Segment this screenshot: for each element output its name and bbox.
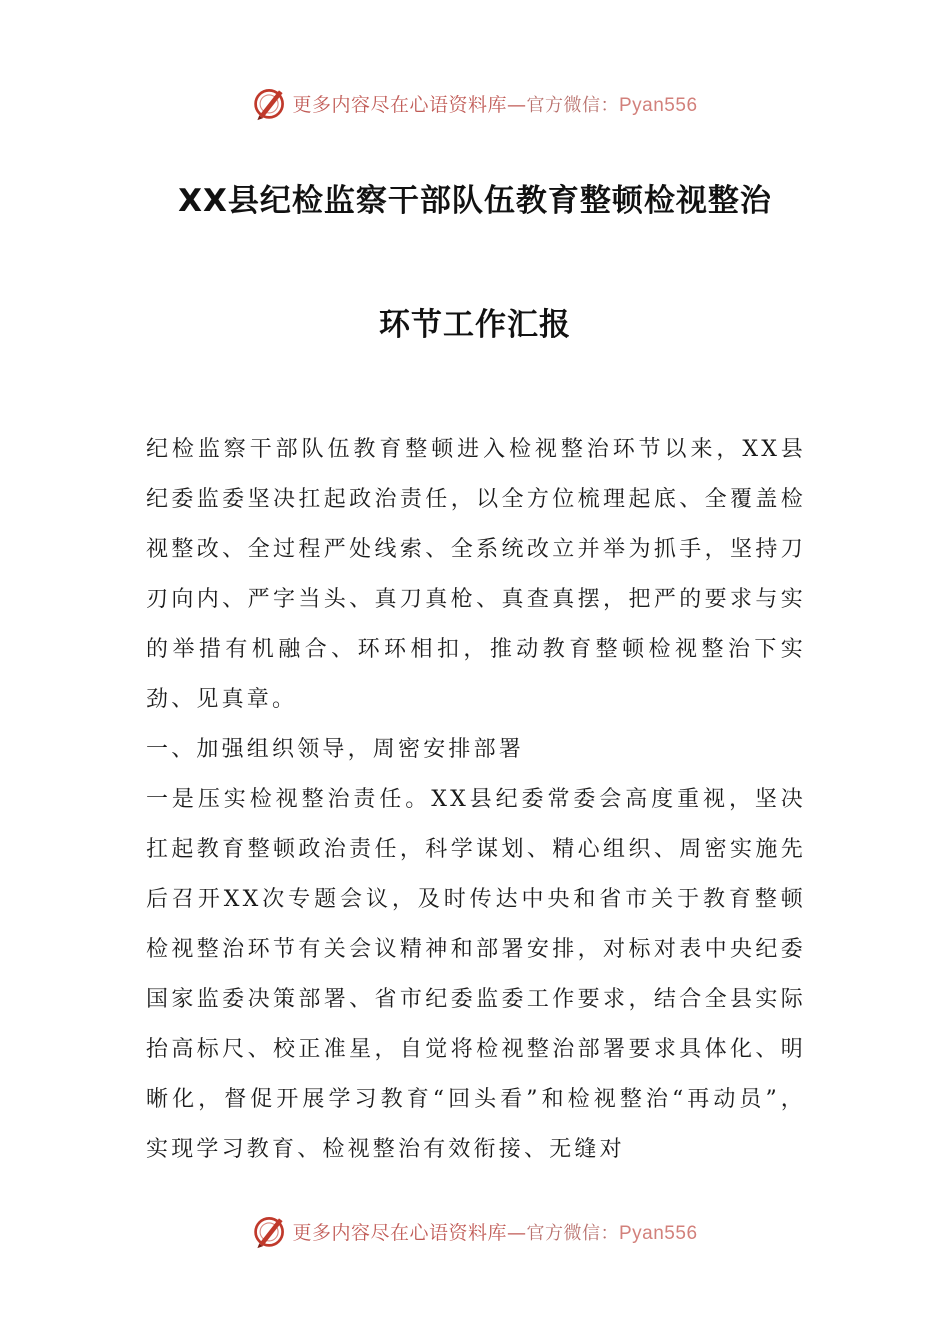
paragraph-intro: 纪检监察干部队伍教育整顿进入检视整治环节以来，XX县纪委监委坚决扛起政治责任，以全方位梳理起底、全覆盖检视整改、全过程严处线索、全系统改立并举为抓手，坚持刀刃向内、严字当头、真刀真枪、真查真摆，把严的要求与实的举措有机融合、环环相扣，推动教育整顿检视整治下实劲、见真章。 bbox=[146, 437, 806, 712]
banner-text bbox=[292, 90, 697, 117]
banner-wechat-id: Pyan556 bbox=[619, 1222, 698, 1244]
pen-circle-logo-icon bbox=[252, 85, 288, 121]
pen-circle-logo-icon bbox=[252, 1213, 288, 1249]
paragraph-section-1-item-1: 一是压实检视整治责任。XX县纪委常委会高度重视，坚决扛起教育整顿政治责任，科学谋划、精心组织、周密实施先后召开XX次专题会议，及时传达中央和省市关于教育整顿检视整治环节有关会议精神和部署安排，对标对表中央纪委国家监委决策部署、省市纪委监委工作要求，结合全县实际抬高标尺、校正准星，自觉将检视整治部署要求具体化、明晰化，督促开展学习教育“回头看”和检视整治“再动员”，实现学习教育、检视整治有效衔接、无缝对 bbox=[146, 787, 806, 1162]
banner-text bbox=[292, 1218, 697, 1245]
banner-dash: — bbox=[507, 93, 527, 116]
banner-main-text: 更多内容尽在心语资料库 bbox=[292, 1221, 507, 1244]
banner-main-text: 更多内容尽在心语资料库 bbox=[292, 93, 507, 116]
footer-banner bbox=[0, 1211, 950, 1251]
banner-wechat-label: 官方微信： bbox=[526, 94, 619, 116]
banner-wechat-id: Pyan556 bbox=[619, 94, 698, 116]
document-title-line-2: 环节工作汇报 bbox=[379, 307, 571, 343]
banner-wechat-label: 官方微信： bbox=[526, 1222, 619, 1244]
document-body bbox=[146, 425, 806, 1175]
banner-dash: — bbox=[507, 1221, 527, 1244]
section-heading-1: 一、加强组织领导，周密安排部署 bbox=[146, 737, 525, 762]
header-banner bbox=[0, 83, 950, 123]
document-title-line-1: XX县纪检监察干部队伍教育整顿检视整治 bbox=[178, 183, 772, 219]
